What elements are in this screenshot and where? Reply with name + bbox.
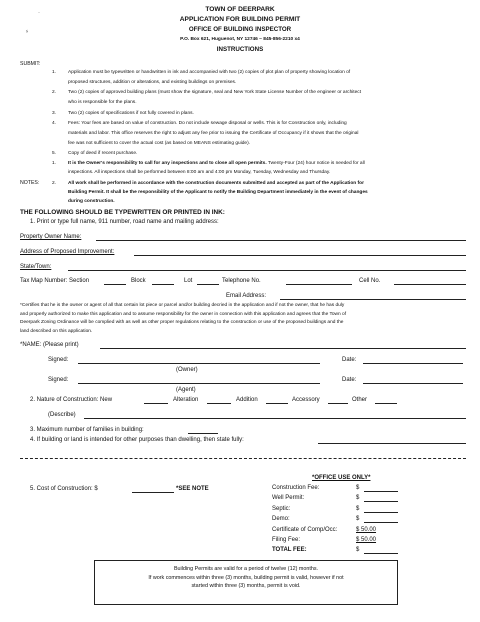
submit-item-number: 3. [52, 111, 57, 116]
owner-tag: (Owner) [176, 367, 198, 373]
telephone-line[interactable] [286, 284, 352, 285]
office-fee-label: Construction Fee: [272, 485, 320, 491]
submit-item-number: 5. [52, 151, 57, 156]
certification-line: *Certifies that he is the owner or agent of all that certain lot piece or parcel and/or building decried in the application and if not the owner, that he has duly [20, 303, 345, 308]
office-fee-value: $ [356, 505, 360, 512]
note-item-number: 1. [52, 161, 57, 166]
state-town-label: State/Town: [20, 264, 52, 270]
improvement-address-label: Address of Proposed Improvement: [20, 249, 115, 255]
accessory-line[interactable] [328, 403, 348, 404]
office-fee-line[interactable] [364, 491, 398, 492]
construction-cost-label: 5. Cost of Construction: $ [30, 486, 98, 492]
agent-signed-label: Signed: [48, 377, 69, 383]
owner-date-line[interactable] [363, 363, 463, 364]
see-note-label: *SEE NOTE [176, 486, 209, 492]
lot-label: Lot [184, 278, 193, 284]
validity-notice-box [94, 560, 398, 605]
max-families-label: 3. Maximum number of families in building: [30, 427, 144, 433]
office-fee-line[interactable] [364, 501, 398, 502]
office-address: P.O. Box 621, Huguenot, NY 12746 ~ 845-856-2210 x4 [180, 37, 300, 42]
typewritten-heading: THE FOLLOWING SHOULD BE TYPEWRITTEN OR PRINTED IN INK: [20, 209, 225, 216]
office-fee-value: $ [356, 495, 360, 502]
submit-item-number: 1. [52, 70, 57, 75]
office-fee-label: Certificate of Comp/Occ: [272, 526, 338, 533]
office-fee-label: Septic: [272, 505, 291, 512]
office-fee-value: $ [356, 516, 360, 523]
block-line[interactable] [152, 284, 174, 285]
owner-name-label: Property Owner Name: [20, 234, 82, 240]
submit-item-number: 2. [52, 90, 57, 95]
office-fee-label: TOTAL FEE: [272, 547, 307, 554]
email-line[interactable] [280, 299, 466, 300]
note-item-text [68, 161, 365, 167]
new-line[interactable] [144, 403, 168, 404]
scan-mark: ⸗ [24, 27, 30, 36]
alteration-label: Alteration [173, 397, 199, 403]
tax-map-label: Tax Map Number: Section [20, 278, 90, 284]
name-print-line[interactable] [100, 348, 466, 349]
office-name: OFFICE OF BUILDING INSPECTOR [188, 26, 292, 33]
accessory-label: Accessory [292, 397, 320, 403]
agent-signature-line[interactable] [78, 383, 320, 384]
office-fee-line[interactable] [364, 512, 398, 513]
improvement-address-line[interactable] [134, 255, 466, 256]
submit-item-text: materials and labor. This office reserves the right to adjust any fee prior to issuing the Certificate of Occupancy if it shows that the original [68, 131, 359, 136]
owner-signature-line[interactable] [78, 363, 320, 364]
owner-signed-label: Signed: [48, 357, 69, 363]
state-town-line[interactable] [68, 270, 466, 271]
note-item-text: All work shall be performed in accordance with the construction documents submitted and accepted as part of the Application for [68, 181, 364, 186]
telephone-label: Telephone No. [222, 278, 261, 284]
agent-tag: (Agent) [176, 387, 196, 393]
lot-line[interactable] [197, 284, 219, 285]
owner-date-label: Date: [342, 357, 357, 363]
office-fee-line[interactable] [364, 522, 398, 523]
note-bold-text: It is the Owner's responsibility to call for any inspections and to close all open permits. [68, 161, 267, 166]
describe-line[interactable] [84, 418, 466, 419]
certification-line: Deerpark Zoning Ordinance will be complied with as well as other proper regulations relating to the construction or use of the proposed buildings and the [20, 320, 344, 326]
office-fee-line[interactable] [364, 553, 398, 554]
submit-item-text: who is responsible for the plans. [68, 100, 137, 105]
submit-item-number: 4. [52, 121, 57, 126]
scan-mark: · [38, 10, 40, 16]
submit-item-text: Application must be typewritten or handwritten in ink and accompanied with two (2) copies of plot plan of property showing location of [68, 70, 351, 75]
submit-item-text: fee was not sufficient to cover the actual cost (as based on MEANS estimating guide). [68, 141, 251, 146]
addition-line[interactable] [266, 403, 288, 404]
agent-date-label: Date: [342, 377, 357, 383]
validity-line-3: started within three (3) months, permit is void. [191, 583, 301, 590]
describe-label: (Describe) [48, 412, 76, 418]
name-print-label: *NAME: (Please print) [20, 342, 79, 348]
certification-line: and properly authorized to make this application and to assume responsibility for the owner in connection with this application and agrees that the Town of [20, 311, 347, 317]
office-fee-value: $ 50.00 [356, 537, 377, 543]
office-fee-label: Well Permit: [272, 495, 305, 502]
other-purpose-line-2[interactable] [20, 458, 466, 459]
office-use-title: *OFFICE USE ONLY* [312, 475, 371, 481]
office-fee-value: $ [356, 485, 360, 491]
construction-cost-line[interactable] [132, 492, 174, 493]
alteration-line[interactable] [207, 403, 231, 404]
validity-line-1: Building Permits are valid for a period of twelve (12) months. [173, 566, 319, 572]
note-item-text: during construction. [68, 199, 115, 204]
note-item-text: Building Permit. It shall be the responsibility of the Applicant to notify the Building Department immediately in the event of changes [68, 190, 368, 195]
max-families-line[interactable] [188, 433, 218, 434]
item-1-text: 1. Print or type full name, 911 number, road name and mailing address: [30, 219, 219, 225]
town-name: TOWN OF DEERPARK [205, 6, 275, 13]
note-rest-text: Twenty-Four (24) hour notice is needed for all [266, 161, 365, 166]
form-title: APPLICATION FOR BUILDING PERMIT [179, 16, 301, 23]
other-purpose-label: 4. If building or land is intended for other purposes than dwelling, then state fully: [30, 437, 244, 443]
other-purpose-line[interactable] [318, 443, 466, 444]
validity-line-2: If work commences within three (3) months, building permit is valid, however if not [148, 574, 344, 581]
section-line[interactable] [104, 284, 126, 285]
cell-label: Cell No. [359, 278, 381, 284]
submit-label: SUBMIT: [20, 61, 41, 67]
cell-line[interactable] [394, 284, 466, 285]
agent-date-line[interactable] [363, 383, 463, 384]
other-label: Other [352, 397, 368, 403]
note-item-number: 2. [52, 181, 57, 186]
instructions-heading: INSTRUCTIONS [216, 46, 264, 53]
office-fee-label: Filing Fee: [272, 537, 301, 543]
office-fee-value: $ 50.00 [356, 526, 377, 533]
email-label: Email Address: [226, 293, 267, 299]
certification-text [20, 302, 468, 336]
addition-label: Addition [236, 397, 258, 403]
construction-nature-label: 2. Nature of Construction: New [30, 397, 113, 403]
submit-item-text: Two (2) copies of approved building plans (must show the signature, seal and New York State License Number of the engineer or architect [68, 90, 362, 95]
certification-line: land described on this application. [20, 328, 93, 334]
office-fee-value: $ [356, 547, 360, 554]
owner-name-line[interactable] [96, 240, 466, 241]
block-label: Block [131, 278, 146, 284]
submit-item-text: Two (2) copies of specifications if not fully covered in plans. [68, 111, 194, 116]
submit-item-text: proposed structures, addition or alterations, and existing buildings on premises. [68, 80, 237, 85]
submit-item-text: Fees: Your fees are based on value of construction. Do not include sewage disposal or wells. This is for Construction only, including [68, 121, 347, 126]
notes-label: NOTES: [20, 180, 40, 186]
submit-item-text: Copy of deed if recent purchase. [68, 151, 138, 156]
office-fee-label: Demo: [272, 516, 290, 523]
note-item-text: inspections. All inspections shall be performed between 8:00 am and 4:00 pm Monday, Tuesday, Wednesday and Thursday. [68, 170, 331, 175]
other-line[interactable] [375, 403, 397, 404]
